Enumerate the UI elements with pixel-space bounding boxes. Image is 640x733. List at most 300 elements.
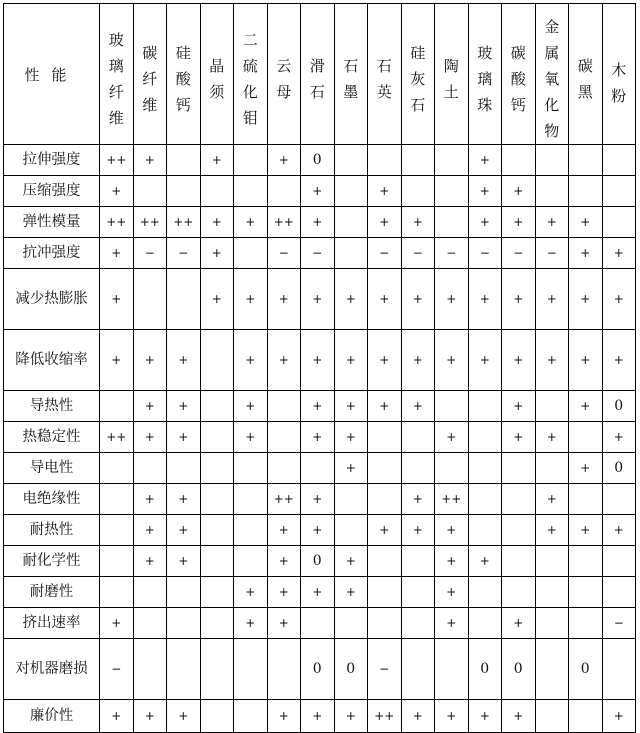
rating-cell	[167, 269, 201, 330]
rating-cell: +	[502, 207, 536, 238]
rating-cell	[200, 546, 234, 577]
rating-cell: +	[502, 608, 536, 639]
rating-cell: +	[468, 176, 502, 207]
rating-cell: +	[267, 577, 301, 608]
material-label: 云母	[276, 57, 292, 101]
rating-cell: +	[401, 515, 435, 546]
table-body	[4, 145, 636, 733]
rating-cell: +	[267, 608, 301, 639]
rating-cell: +	[368, 391, 402, 422]
rating-cell: ++	[167, 207, 201, 238]
rating-cell	[267, 639, 301, 700]
rating-cell	[200, 391, 234, 422]
rating-cell	[234, 515, 268, 546]
rating-cell: +	[334, 453, 368, 484]
rating-cell	[535, 577, 569, 608]
material-label: 碳纤维	[142, 44, 158, 114]
rating-cell: +	[502, 391, 536, 422]
property-label: 耐磨性	[4, 577, 100, 608]
rating-cell	[468, 453, 502, 484]
table-row	[4, 453, 636, 484]
rating-cell	[502, 515, 536, 546]
table-row	[4, 422, 636, 453]
rating-cell	[502, 577, 536, 608]
rating-cell: +	[602, 515, 636, 546]
rating-cell: +	[401, 269, 435, 330]
rating-cell: +	[234, 391, 268, 422]
rating-cell: −	[133, 238, 167, 269]
rating-cell: +	[133, 422, 167, 453]
rating-cell: +	[602, 330, 636, 391]
rating-cell: +	[569, 269, 603, 330]
table-row	[4, 176, 636, 207]
rating-cell: +	[368, 207, 402, 238]
rating-cell: −	[602, 608, 636, 639]
rating-cell	[234, 238, 268, 269]
material-label: 玻璃纤维	[108, 31, 124, 127]
rating-cell: +	[267, 330, 301, 391]
property-label: 减少热膨胀	[4, 269, 100, 330]
rating-cell	[200, 484, 234, 515]
rating-cell	[167, 639, 201, 700]
rating-cell: +	[200, 269, 234, 330]
material-header	[100, 4, 134, 145]
rating-cell: 0	[502, 639, 536, 700]
rating-cell: +	[435, 608, 469, 639]
material-header	[200, 4, 234, 145]
property-label: 对机器磨损	[4, 639, 100, 700]
rating-cell: +	[234, 207, 268, 238]
rating-cell: +	[569, 207, 603, 238]
rating-cell: +	[569, 391, 603, 422]
rating-cell	[435, 391, 469, 422]
rating-cell	[468, 577, 502, 608]
rating-cell	[100, 577, 134, 608]
rating-cell: −	[368, 639, 402, 700]
rating-cell: +	[301, 422, 335, 453]
rating-cell	[267, 176, 301, 207]
rating-cell: −	[368, 238, 402, 269]
rating-cell: +	[234, 577, 268, 608]
rating-cell	[200, 515, 234, 546]
rating-cell	[535, 453, 569, 484]
material-label: 硅灰石	[410, 44, 426, 114]
table-row	[4, 391, 636, 422]
rating-cell: +	[334, 700, 368, 733]
rating-cell: +	[435, 422, 469, 453]
material-label: 碳黑	[577, 57, 593, 101]
table-row	[4, 269, 636, 330]
rating-cell: +	[435, 269, 469, 330]
rating-cell	[368, 422, 402, 453]
rating-cell: +	[301, 330, 335, 391]
rating-cell	[602, 145, 636, 176]
rating-cell	[502, 546, 536, 577]
rating-cell	[535, 700, 569, 733]
rating-cell: +	[368, 515, 402, 546]
rating-cell: +	[301, 700, 335, 733]
rating-cell	[602, 207, 636, 238]
rating-cell: +	[502, 422, 536, 453]
rating-cell: 0	[334, 639, 368, 700]
table-row	[4, 484, 636, 515]
rating-cell: +	[167, 391, 201, 422]
rating-cell	[334, 207, 368, 238]
table-row	[4, 330, 636, 391]
material-label: 玻璃珠	[477, 44, 493, 114]
rating-cell: +	[167, 330, 201, 391]
material-header	[502, 4, 536, 145]
rating-cell: +	[535, 422, 569, 453]
rating-cell: +	[502, 269, 536, 330]
rating-cell: +	[267, 515, 301, 546]
material-header	[267, 4, 301, 145]
rating-cell	[100, 546, 134, 577]
rating-cell: 0	[301, 639, 335, 700]
rating-cell	[301, 608, 335, 639]
rating-cell: +	[502, 330, 536, 391]
rating-cell: +	[100, 176, 134, 207]
rating-cell	[200, 453, 234, 484]
material-header	[535, 4, 569, 145]
rating-cell: ++	[267, 484, 301, 515]
rating-cell: +	[234, 422, 268, 453]
rating-cell	[401, 453, 435, 484]
rating-cell: +	[133, 484, 167, 515]
rating-cell: +	[267, 269, 301, 330]
rating-cell	[200, 577, 234, 608]
rating-cell	[167, 453, 201, 484]
rating-cell: +	[435, 700, 469, 733]
material-header	[602, 4, 636, 145]
rating-cell	[267, 391, 301, 422]
rating-cell	[468, 484, 502, 515]
rating-cell: +	[133, 700, 167, 733]
rating-cell: −	[267, 238, 301, 269]
material-header	[133, 4, 167, 145]
rating-cell: +	[200, 207, 234, 238]
rating-cell: +	[301, 577, 335, 608]
rating-cell: +	[368, 269, 402, 330]
rating-cell	[468, 391, 502, 422]
rating-cell: ++	[133, 207, 167, 238]
rating-cell	[535, 639, 569, 700]
rating-cell: +	[334, 422, 368, 453]
rating-cell: −	[167, 238, 201, 269]
rating-cell: +	[468, 269, 502, 330]
rating-cell: +	[368, 330, 402, 391]
rating-cell: +	[334, 391, 368, 422]
rating-cell	[133, 639, 167, 700]
rating-cell	[200, 700, 234, 733]
rating-cell	[334, 608, 368, 639]
rating-cell	[535, 608, 569, 639]
property-label: 耐化学性	[4, 546, 100, 577]
rating-cell: +	[468, 546, 502, 577]
table-row	[4, 145, 636, 176]
rating-cell	[133, 269, 167, 330]
rating-cell: +	[133, 546, 167, 577]
rating-cell: ++	[435, 484, 469, 515]
property-label: 弹性模量	[4, 207, 100, 238]
property-label: 拉伸强度	[4, 145, 100, 176]
table-row	[4, 238, 636, 269]
rating-cell: +	[301, 269, 335, 330]
rating-cell: +	[334, 546, 368, 577]
rating-cell	[234, 145, 268, 176]
rating-cell	[502, 453, 536, 484]
rating-cell: +	[535, 269, 569, 330]
rating-cell	[301, 453, 335, 484]
rating-cell: +	[301, 391, 335, 422]
rating-cell	[368, 453, 402, 484]
rating-cell	[133, 176, 167, 207]
rating-cell: +	[234, 330, 268, 391]
property-label: 抗冲强度	[4, 238, 100, 269]
rating-cell: +	[334, 330, 368, 391]
rating-cell	[569, 422, 603, 453]
rating-cell	[200, 176, 234, 207]
rating-cell: ++	[100, 145, 134, 176]
rating-cell: +	[502, 176, 536, 207]
rating-cell	[602, 577, 636, 608]
rating-cell: +	[468, 330, 502, 391]
rating-cell	[368, 484, 402, 515]
table-row	[4, 700, 636, 733]
rating-cell: +	[535, 484, 569, 515]
rating-cell: +	[334, 577, 368, 608]
rating-cell: +	[569, 515, 603, 546]
rating-cell: +	[267, 145, 301, 176]
rating-cell: +	[234, 269, 268, 330]
rating-cell: +	[167, 515, 201, 546]
rating-cell	[100, 453, 134, 484]
rating-cell: +	[301, 515, 335, 546]
rating-cell: +	[100, 608, 134, 639]
rating-cell	[468, 608, 502, 639]
rating-cell	[167, 145, 201, 176]
material-label: 木粉	[611, 61, 627, 105]
rating-cell: +	[401, 330, 435, 391]
table-row	[4, 546, 636, 577]
material-header	[435, 4, 469, 145]
rating-cell	[234, 700, 268, 733]
rating-cell: +	[435, 577, 469, 608]
rating-cell	[502, 484, 536, 515]
rating-cell: +	[435, 515, 469, 546]
rating-cell: ++	[267, 207, 301, 238]
rating-cell	[435, 453, 469, 484]
rating-cell	[334, 176, 368, 207]
property-label: 挤出速率	[4, 608, 100, 639]
material-header	[167, 4, 201, 145]
rating-cell	[535, 546, 569, 577]
rating-cell: +	[301, 176, 335, 207]
header-row	[4, 4, 636, 145]
rating-cell	[200, 608, 234, 639]
rating-cell: +	[435, 546, 469, 577]
property-label: 导热性	[4, 391, 100, 422]
rating-cell: −	[401, 238, 435, 269]
rating-cell: +	[133, 330, 167, 391]
rating-cell: +	[167, 484, 201, 515]
rating-cell	[468, 515, 502, 546]
rating-cell	[569, 546, 603, 577]
material-header	[368, 4, 402, 145]
material-header	[301, 4, 335, 145]
property-label: 电绝缘性	[4, 484, 100, 515]
rating-cell: +	[569, 453, 603, 484]
material-label: 碳酸钙	[510, 44, 526, 114]
material-header	[468, 4, 502, 145]
rating-cell	[133, 453, 167, 484]
rating-cell: +	[468, 145, 502, 176]
rating-cell: +	[234, 608, 268, 639]
material-header	[234, 4, 268, 145]
table-row	[4, 577, 636, 608]
rating-cell	[200, 422, 234, 453]
rating-cell: +	[368, 176, 402, 207]
rating-cell: ++	[368, 700, 402, 733]
rating-cell	[234, 176, 268, 207]
material-label: 晶须	[209, 57, 225, 101]
rating-cell: +	[267, 546, 301, 577]
rating-cell: +	[133, 145, 167, 176]
rating-cell: +	[334, 269, 368, 330]
rating-cell	[368, 546, 402, 577]
rating-cell	[602, 484, 636, 515]
rating-cell	[401, 145, 435, 176]
rating-cell: −	[502, 238, 536, 269]
rating-cell	[401, 639, 435, 700]
rating-cell: +	[401, 484, 435, 515]
rating-cell: 0	[301, 546, 335, 577]
rating-cell: +	[301, 484, 335, 515]
rating-cell	[100, 515, 134, 546]
table-row	[4, 639, 636, 700]
rating-cell: +	[167, 422, 201, 453]
material-header	[401, 4, 435, 145]
rating-cell: +	[100, 269, 134, 330]
rating-cell	[401, 176, 435, 207]
rating-cell	[569, 608, 603, 639]
rating-cell: +	[167, 700, 201, 733]
table-row	[4, 515, 636, 546]
rating-cell	[535, 176, 569, 207]
rating-cell	[535, 391, 569, 422]
rating-cell	[267, 453, 301, 484]
rating-cell: +	[200, 238, 234, 269]
material-label: 滑石	[309, 57, 325, 101]
rating-cell	[401, 577, 435, 608]
rating-cell: +	[167, 546, 201, 577]
rating-cell	[602, 639, 636, 700]
rating-cell	[200, 639, 234, 700]
material-label: 石墨	[343, 57, 359, 101]
rating-cell	[133, 577, 167, 608]
rating-cell: +	[569, 238, 603, 269]
property-label: 热稳定性	[4, 422, 100, 453]
rating-cell	[602, 176, 636, 207]
rating-cell	[435, 207, 469, 238]
rating-cell	[569, 176, 603, 207]
property-label: 压缩强度	[4, 176, 100, 207]
material-label: 石英	[376, 57, 392, 101]
material-label: 陶土	[443, 57, 459, 101]
rating-cell: +	[468, 207, 502, 238]
rating-cell: +	[100, 700, 134, 733]
rating-cell: +	[535, 330, 569, 391]
rating-cell	[334, 238, 368, 269]
rating-cell	[234, 453, 268, 484]
material-label: 二硫化钼	[242, 31, 258, 127]
rating-cell	[368, 145, 402, 176]
property-label: 导电性	[4, 453, 100, 484]
rating-cell	[267, 422, 301, 453]
rating-cell	[234, 546, 268, 577]
rating-cell: +	[602, 700, 636, 733]
rating-cell: +	[100, 238, 134, 269]
rating-cell: +	[301, 207, 335, 238]
rating-cell	[435, 639, 469, 700]
rating-cell	[368, 577, 402, 608]
rating-cell	[334, 484, 368, 515]
property-label: 耐热性	[4, 515, 100, 546]
rating-cell: 0	[602, 453, 636, 484]
material-header	[334, 4, 368, 145]
rating-cell	[100, 391, 134, 422]
rating-cell: −	[435, 238, 469, 269]
rating-cell	[167, 176, 201, 207]
rating-cell: −	[301, 238, 335, 269]
rating-cell: +	[200, 145, 234, 176]
rating-cell	[133, 608, 167, 639]
rating-cell	[569, 700, 603, 733]
rating-cell: +	[133, 515, 167, 546]
rating-cell: +	[502, 700, 536, 733]
rating-cell	[334, 145, 368, 176]
material-label: 金属氧化物	[544, 18, 560, 140]
rating-cell: −	[100, 639, 134, 700]
rating-cell: −	[535, 238, 569, 269]
rating-cell	[435, 176, 469, 207]
rating-cell: +	[267, 700, 301, 733]
rating-cell: +	[401, 391, 435, 422]
table-row	[4, 608, 636, 639]
rating-cell	[602, 546, 636, 577]
material-header	[569, 4, 603, 145]
rating-cell: −	[468, 238, 502, 269]
rating-cell	[401, 546, 435, 577]
rating-cell	[401, 608, 435, 639]
rating-cell	[167, 577, 201, 608]
rating-cell	[502, 145, 536, 176]
rating-cell: +	[602, 238, 636, 269]
rating-cell: +	[133, 391, 167, 422]
rating-cell: +	[602, 269, 636, 330]
rating-cell: +	[435, 330, 469, 391]
rating-cell	[468, 422, 502, 453]
material-label: 硅酸钙	[175, 44, 191, 114]
property-label: 廉价性	[4, 700, 100, 733]
rating-cell	[234, 639, 268, 700]
table-row	[4, 207, 636, 238]
rating-cell	[167, 608, 201, 639]
rating-cell: +	[401, 207, 435, 238]
rating-cell	[368, 608, 402, 639]
rating-cell: ++	[100, 207, 134, 238]
rating-cell: +	[535, 515, 569, 546]
